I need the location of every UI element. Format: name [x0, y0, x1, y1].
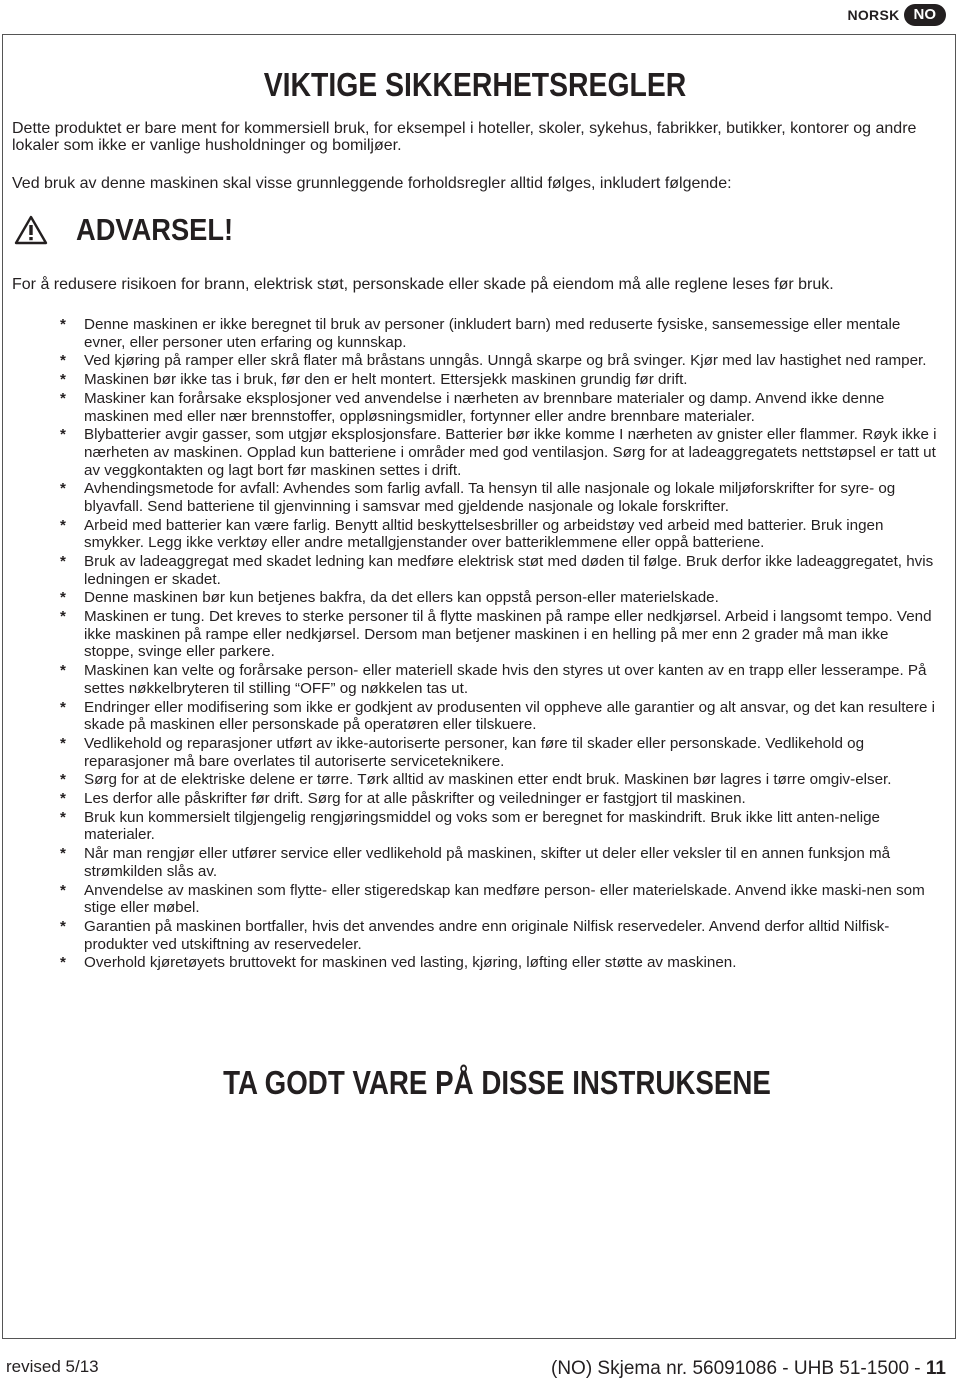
- bullet-asterisk: *: [60, 608, 66, 626]
- bullet-asterisk: *: [60, 662, 66, 680]
- warning-label: ADVARSEL!: [76, 212, 234, 247]
- safety-rule-text: Maskinen bør ikke tas i bruk, før den er helt montert. Ettersjekk maskinen grundig før drift.: [84, 371, 688, 389]
- page-number: 11: [925, 1358, 946, 1379]
- safety-rule-text: Avhendingsmetode for avfall: Avhendes som farlig avfall. Ta hensyn til alle nasjonale og lokale miljøforskrifter for syre- og blyavfall. Send batteriene til gjenvinning i samsvar med gjeldende nasjonale og lokale forskrifter.: [84, 480, 896, 515]
- revision-note: revised 5/13: [6, 1357, 99, 1376]
- safety-rule-item: [60, 608, 942, 661]
- safety-rule-item: [60, 480, 942, 515]
- safety-rule-item: [60, 735, 942, 770]
- bullet-asterisk: *: [60, 917, 66, 935]
- intro-paragraph-2: Ved bruk av denne maskinen skal visse grunnleggende forholdsregler alltid følges, inkludert følgende:: [12, 175, 732, 192]
- warning-heading: [14, 212, 255, 248]
- form-text: (NO) Skjema nr. 56091086 - UHB 51-1500 -: [551, 1358, 926, 1379]
- closing-heading: TA GODT VARE PÅ DISSE INSTRUKSENE: [223, 1064, 771, 1101]
- safety-rule-item: [60, 845, 942, 880]
- bullet-asterisk: *: [60, 589, 66, 607]
- language-code-badge: NO: [904, 4, 947, 26]
- bullet-asterisk: *: [60, 790, 66, 808]
- safety-rule-text: Denne maskinen bør kun betjenes bakfra, da det ellers kan oppstå person-eller materielskade.: [84, 589, 719, 607]
- safety-rule-text: Garantien på maskinen bortfaller, hvis det anvendes andre enn originale Nilfisk reservedeler. Anvend derfor alltid Nilfisk-produkter ved utskiftning av reservedeler.: [84, 917, 890, 953]
- safety-rule-text: Sørg for at de elektriske delene er tørre. Tørk alltid av maskinen etter endt bruk. Maskinen bør lagres i tørre omgiv-elser.: [84, 771, 892, 789]
- safety-rule-item: [60, 662, 942, 697]
- safety-rule-item: [60, 553, 942, 588]
- safety-rule-text: Arbeid med batterier kan være farlig. Benytt alltid beskyttelsesbriller og arbeidstøy ved arbeid med batterier. Bruk ingen smykker. Legg ikke verktøy eller andre metallgjenstander over batteriklemmene eller oppå batteriene.: [84, 516, 884, 552]
- safety-rule-item: [60, 589, 942, 607]
- safety-rule-item: [60, 790, 942, 808]
- bullet-asterisk: *: [60, 808, 66, 826]
- safety-rule-text: Ved kjøring på ramper eller skrå flater må bråstans unngås. Unngå skarpe og brå svinger. Kjør med lav hastighet ned ramper.: [84, 352, 927, 370]
- intro-paragraph-1: Dette produktet er bare ment for kommersiell bruk, for eksempel i hoteller, skoler, sykehus, fabrikker, butikker, kontorer og andre lokaler som ikke er vanlige husholdninger og bomiljøer.: [12, 120, 917, 154]
- safety-rule-item: [60, 809, 942, 844]
- page-title: VIKTIGE SIKKERHETSREGLER: [263, 66, 687, 103]
- safety-rule-text: Bruk kun kommersielt tilgjengelig rengjøringsmiddel og voks som er beregnet for maskindrift. Bruk ikke litt anten-nelige materialer.: [84, 808, 881, 844]
- bullet-asterisk: *: [60, 316, 66, 333]
- language-tag: [847, 4, 946, 26]
- bullet-asterisk: *: [60, 480, 66, 498]
- safety-rule-item: [60, 426, 942, 479]
- warning-text: For å redusere risikoen for brann, elektrisk støt, personskade eller skade på eiendom må alle reglene leses før bruk.: [12, 276, 834, 293]
- safety-rule-text: Les derfor alle påskrifter før drift. Sørg for at alle påskrifter og veiledninger er fastgjort til maskinen.: [84, 790, 746, 808]
- bullet-asterisk: *: [60, 954, 66, 972]
- bullet-asterisk: *: [60, 553, 66, 571]
- bullet-asterisk: *: [60, 352, 66, 370]
- bullet-asterisk: *: [60, 516, 66, 534]
- safety-rule-text: Denne maskinen er ikke beregnet til bruk av personer (inkludert barn) med reduserte fysiske, sansemessige eller mentale evner, eller personer uten erfaring og kunnskap.: [84, 316, 901, 351]
- bullet-asterisk: *: [60, 771, 66, 789]
- safety-rule-text: Vedlikehold og reparasjoner utført av ikke-autoriserte personer, kan føre til skader eller personskade. Vedlikehold og reparasjoner må bare overlates til autoriserte serviceteknikere.: [84, 734, 865, 770]
- safety-rule-text: Maskiner kan forårsake eksplosjoner ved anvendelse i nærheten av brennbare materialer og damp. Anvend ikke denne maskinen med eller nær brennstoffer, oppløsningsmidler, fortynner eller andre brennbare materialer.: [84, 389, 885, 425]
- language-name: NORSK: [847, 7, 900, 23]
- bullet-asterisk: *: [60, 426, 66, 444]
- safety-rule-text: Overhold kjøretøyets bruttovekt for maskinen ved lasting, kjøring, løfting eller støtte av maskinen.: [84, 954, 737, 972]
- safety-rule-text: Maskinen kan velte og forårsake person- eller materiell skade hvis den styres ut over kanten av en trapp eller lesserampe. På settes nøkkelbryteren til stilling “OFF” og nøkkelen tas ut.: [84, 662, 927, 697]
- safety-rules-list: [60, 316, 942, 973]
- bullet-asterisk: *: [60, 389, 66, 407]
- bullet-asterisk: *: [60, 881, 66, 899]
- safety-rule-text: Endringer eller modifisering som ikke er godkjent av produsenten vil oppheve alle garantier og alt ansvar, og det kan resultere i skade på maskinen eller personskade på operatøren eller tilskuere.: [84, 698, 935, 734]
- safety-rule-text: Anvendelse av maskinen som flytte- eller stigeredskap kan medføre person- eller materielskade. Anvend ikke maski-nen som stige eller møbel.: [84, 881, 925, 917]
- safety-rule-item: [60, 699, 942, 734]
- safety-rule-item: [60, 954, 942, 972]
- bullet-asterisk: *: [60, 371, 66, 389]
- safety-rule-text: Blybatterier avgir gasser, som utgjør eksplosjonsfare. Batterier bør ikke komme I nærheten av gnister eller flammer. Røyk ikke i nærheten av maskinen. Opplad kun batteriene i områder med god ventilasjon. Sørg for at ladeaggregatets nettstøpsel er tatt ut av veggkontakten og lagt bort før maskinen settes i drift.: [84, 426, 937, 479]
- form-number: [551, 1358, 946, 1380]
- bullet-asterisk: *: [60, 845, 66, 863]
- safety-rule-item: [60, 352, 942, 370]
- safety-rule-item: [60, 918, 942, 953]
- safety-rule-text: Bruk av ladeaggregat med skadet ledning kan medføre elektrisk støt med døden til følge. Bruk derfor ikke ladeaggregatet, hvis ledningen er skadet.: [84, 553, 934, 588]
- safety-rule-text: Maskinen er tung. Det kreves to sterke personer til å flytte maskinen på rampe eller nedkjørsel. Arbeid i langsomt tempo. Vend ikke maskinen på rampe eller nedkjørsel. Dersom man betjener maskinen i en helling på mer enn 2 grader må man ikke stoppe, svinge eller parkere.: [84, 608, 932, 661]
- bullet-asterisk: *: [60, 734, 66, 752]
- safety-rule-item: [60, 517, 942, 552]
- bullet-asterisk: *: [60, 698, 66, 716]
- safety-rule-item: [60, 316, 942, 351]
- safety-rule-text: Når man rengjør eller utfører service eller vedlikehold på maskinen, skifter ut deler eller veksler til en annen funksjon må strømkilden slås av.: [84, 845, 891, 880]
- safety-rule-item: [60, 771, 942, 789]
- safety-rule-item: [60, 882, 942, 917]
- safety-rule-item: [60, 371, 942, 389]
- safety-rule-item: [60, 390, 942, 425]
- warning-triangle-icon: [14, 215, 48, 245]
